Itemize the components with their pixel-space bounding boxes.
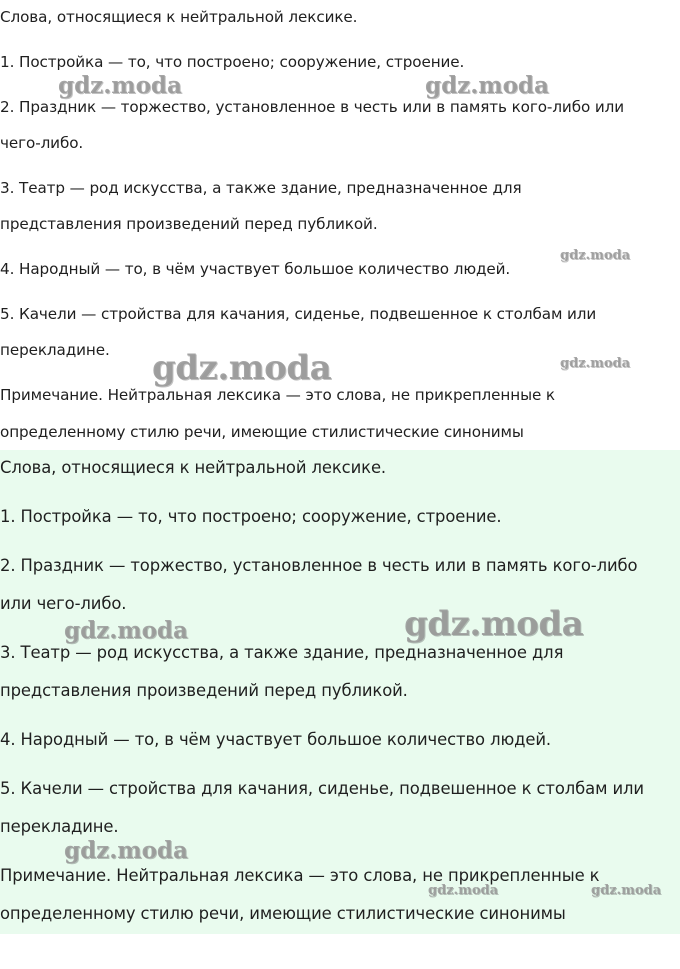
- answer-block-highlighted: [0, 450, 680, 934]
- watermark-logo: gdz.moda: [64, 837, 188, 864]
- answer-item-5-line-2: перекладине.: [0, 341, 110, 359]
- answer-item-4: 4. Народный — то, в чём участвует большое количество людей.: [0, 730, 552, 749]
- answer-item-1: 1. Постройка — то, что построено; сооружение, строение.: [0, 53, 465, 71]
- answer-block-original: [0, 0, 680, 450]
- answer-note-line-2: определенному стилю речи, имеющие стилистические синонимы: [0, 904, 566, 923]
- answer-item-3-line-1: 3. Театр — род искусства, а также здание, предназначенное для: [0, 643, 564, 662]
- watermark-logo: gdz.moda: [152, 348, 332, 388]
- watermark-logo: gdz.moda: [428, 883, 499, 898]
- watermark-logo: gdz.moda: [591, 883, 662, 898]
- answer-item-2-line-2: или чего-либо.: [0, 594, 127, 613]
- answer-item-5-line-2: перекладине.: [0, 817, 119, 836]
- answer-item-5-line-1: 5. Качели — стройства для качания, сиденье, подвешенное к столбам или: [0, 779, 644, 798]
- answer-item-2-line-1: 2. Праздник — торжество, установленное в честь или в память кого-либо или: [0, 98, 625, 116]
- watermark-logo: gdz.moda: [64, 617, 188, 644]
- answer-item-1: 1. Постройка — то, что построено; сооружение, строение.: [0, 507, 502, 526]
- answer-note-line-2: определенному стилю речи, имеющие стилистические синонимы: [0, 423, 524, 441]
- watermark-logo: gdz.moda: [560, 356, 631, 371]
- answer-item-3-line-1: 3. Театр — род искусства, а также здание, предназначенное для: [0, 179, 522, 197]
- answer-note-line-1: Примечание. Нейтральная лексика — это слова, не прикрепленные к: [0, 386, 556, 404]
- watermark-logo: gdz.moda: [425, 72, 549, 99]
- answer-heading: Слова, относящиеся к нейтральной лексике.: [0, 458, 387, 477]
- watermark-logo: gdz.moda: [58, 72, 182, 99]
- answer-heading: Слова, относящиеся к нейтральной лексике.: [0, 8, 358, 26]
- answer-item-4: 4. Народный — то, в чём участвует большое количество людей.: [0, 260, 511, 278]
- watermark-logo: gdz.moda: [404, 604, 584, 644]
- watermark-logo: gdz.moda: [560, 248, 631, 263]
- answer-item-5-line-1: 5. Качели — стройства для качания, сиденье, подвешенное к столбам или: [0, 305, 597, 323]
- answer-note-line-1: Примечание. Нейтральная лексика — это слова, не прикрепленные к: [0, 866, 600, 885]
- answer-item-2-line-2: чего-либо.: [0, 134, 84, 152]
- answer-item-3-line-2: представления произведений перед публикой.: [0, 215, 378, 233]
- answer-item-2-line-1: 2. Праздник — торжество, установленное в честь или в память кого-либо: [0, 556, 638, 575]
- answer-item-3-line-2: представления произведений перед публикой.: [0, 681, 408, 700]
